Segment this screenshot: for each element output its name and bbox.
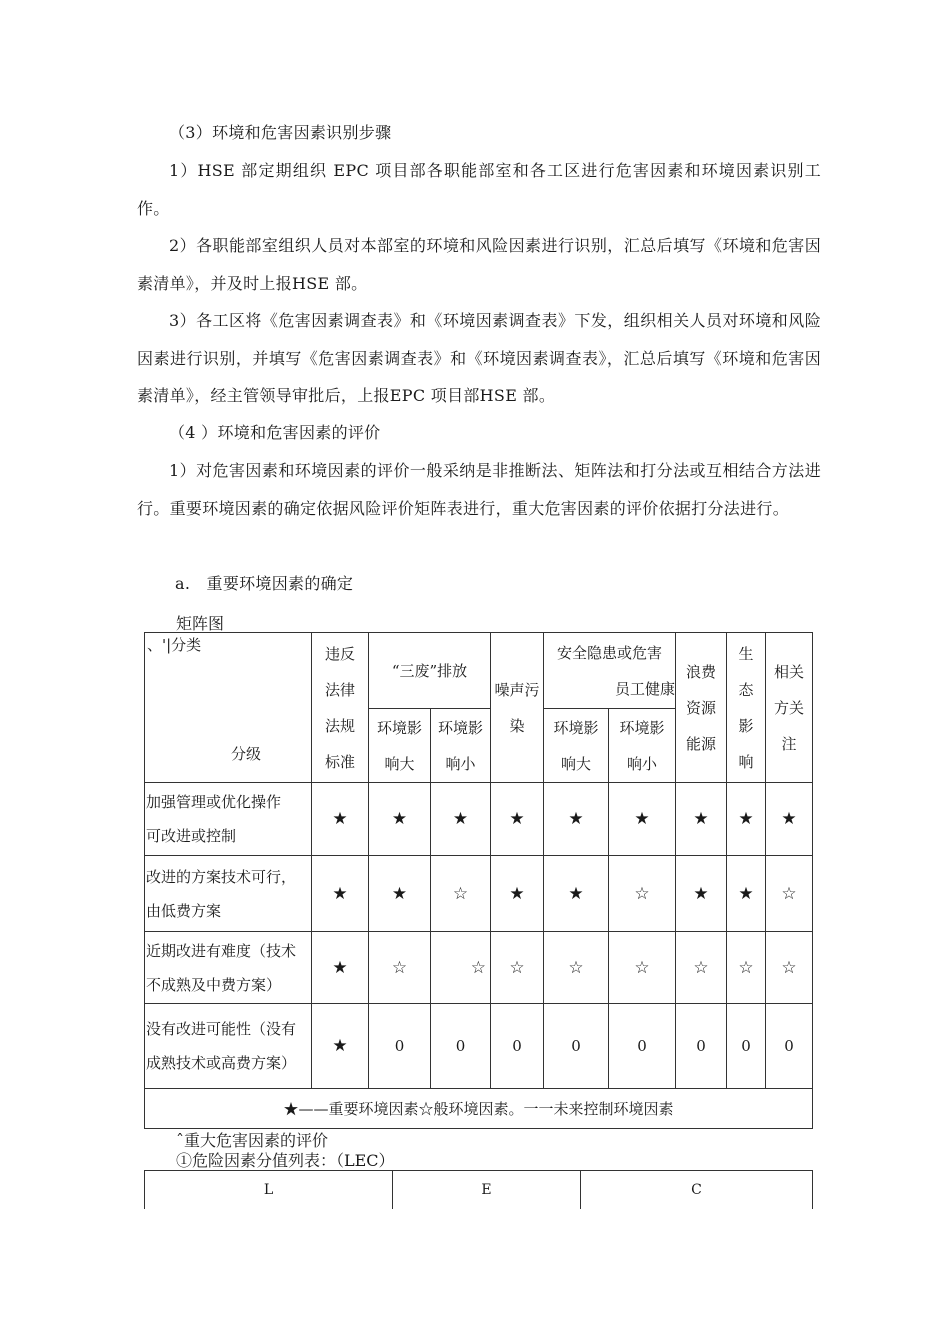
paragraph-evaluation: 1）对危害因素和环境因素的评价一般采纳是非推断法、矩阵法和打分法或互相结合方法进行。重要环境因素的确定依据风险评价矩阵表进行，重大危害因素的评价依据打分法进行。 [137, 461, 821, 518]
matrix-cell: ☆ [727, 932, 766, 1004]
row-label: 没有改进可能性（没有 成熟技术或高费方案） [145, 1004, 312, 1089]
matrix-cell: ☆ [431, 856, 491, 932]
paragraph-step-3: 3）各工区将《危害因素调查表》和《环境因素调查表》下发，组织相关人员对环境和风险因素进行识别，并填写《危害因素调查表》和《环境因素调查表》，汇总后填写《环境和危害因素清单》，经主管领导审批后，上报EPC 项目部HSE 部。 [137, 311, 821, 405]
matrix-cell: 0 [431, 1004, 491, 1089]
subheading-a: a. 重要环境因素的确定 [175, 574, 354, 593]
matrix-cell: ★ [312, 856, 369, 932]
row-label: 改进的方案技术可行， 由低费方案 [145, 856, 312, 932]
paragraph-step-1: 1）HSE 部定期组织 EPC 项目部各职能部室和各工区进行危害因素和环境因素识别工作。 [137, 161, 821, 218]
matrix-cell: ★ [609, 783, 676, 856]
matrix-row [145, 1004, 813, 1089]
matrix-caption: 矩阵图 [176, 614, 225, 633]
corner-grade-label: 分级 [231, 744, 262, 763]
header-resource-waste: 浪费 资源 能源 [676, 633, 727, 783]
matrix-cell: 0 [766, 1004, 813, 1089]
subheading-major-hazard: ˆ重大危害因素的评价 [176, 1131, 329, 1150]
matrix-cell: ☆ [609, 932, 676, 1004]
lec-header-e: E [393, 1171, 581, 1210]
matrix-cell: ☆ [544, 932, 609, 1004]
matrix-cell: 0 [609, 1004, 676, 1089]
section-heading-4: （4 ）环境和危害因素的评价 [169, 423, 381, 442]
header-safety-small: 环境影 响小 [609, 709, 676, 783]
matrix-cell: 0 [544, 1004, 609, 1089]
header-noise: 噪声污 染 [491, 633, 544, 783]
matrix-cell: ★ [491, 783, 544, 856]
lec-header-l: L [145, 1171, 393, 1210]
matrix-cell: ★ [369, 856, 431, 932]
section-heading-3: （3）环境和危害因素识别步骤 [169, 123, 392, 142]
paragraph-step-2: 2）各职能部室组织人员对本部室的环境和风险因素进行识别，汇总后填写《环境和危害因素清单》，并及时上报HSE 部。 [137, 236, 821, 293]
matrix-cell: ☆ [676, 932, 727, 1004]
matrix-cell: 0 [491, 1004, 544, 1089]
matrix-cell: ★ [544, 783, 609, 856]
header-safety: 安全隐患或危害 员工健康 [544, 633, 676, 709]
header-stakeholder: 相关 方关 注 [766, 633, 813, 783]
lec-table [144, 1170, 813, 1209]
matrix-cell: ★ [431, 783, 491, 856]
matrix-cell: ★ [369, 783, 431, 856]
header-waste-big: 环境影 响大 [369, 709, 431, 783]
matrix-cell: ☆ [369, 932, 431, 1004]
matrix-row [145, 932, 813, 1004]
matrix-cell: ★ [312, 1004, 369, 1089]
matrix-cell: ☆ [766, 932, 813, 1004]
header-law: 违反 法律 法规 标准 [312, 633, 369, 783]
risk-matrix-table [144, 632, 813, 1129]
header-three-wastes: “三废”排放 [369, 633, 491, 709]
matrix-cell: ★ [312, 783, 369, 856]
matrix-cell: ★ [491, 856, 544, 932]
matrix-row [145, 783, 813, 856]
matrix-cell: ★ [727, 783, 766, 856]
matrix-cell: 0 [676, 1004, 727, 1089]
header-safety-big: 环境影 响大 [544, 709, 609, 783]
corner-category-label: 、'|分类 [147, 635, 202, 654]
matrix-cell: ★ [766, 783, 813, 856]
matrix-cell: ☆ [766, 856, 813, 932]
matrix-legend: ★——重要环境因素☆般环境因素。一一未来控制环境因素 [145, 1089, 813, 1129]
row-label: 加强管理或优化操作 可改进或控制 [145, 783, 312, 856]
matrix-cell: ★ [727, 856, 766, 932]
matrix-cell: ☆ [431, 932, 491, 1004]
lec-caption: ①危险因素分值列表：（LEC） [176, 1151, 395, 1170]
header-waste-small: 环境影 响小 [431, 709, 491, 783]
matrix-row [145, 856, 813, 932]
matrix-cell: 0 [727, 1004, 766, 1089]
matrix-cell: ☆ [609, 856, 676, 932]
row-label: 近期改进有难度（技术 不成熟及中费方案） [145, 932, 312, 1004]
matrix-cell: ★ [544, 856, 609, 932]
lec-header-c: C [581, 1171, 813, 1210]
header-ecology: 生 态 影 响 [727, 633, 766, 783]
matrix-cell: ★ [312, 932, 369, 1004]
matrix-cell: 0 [369, 1004, 431, 1089]
matrix-cell: ★ [676, 783, 727, 856]
matrix-corner-cell [145, 633, 312, 783]
matrix-cell: ☆ [491, 932, 544, 1004]
matrix-cell: ★ [676, 856, 727, 932]
